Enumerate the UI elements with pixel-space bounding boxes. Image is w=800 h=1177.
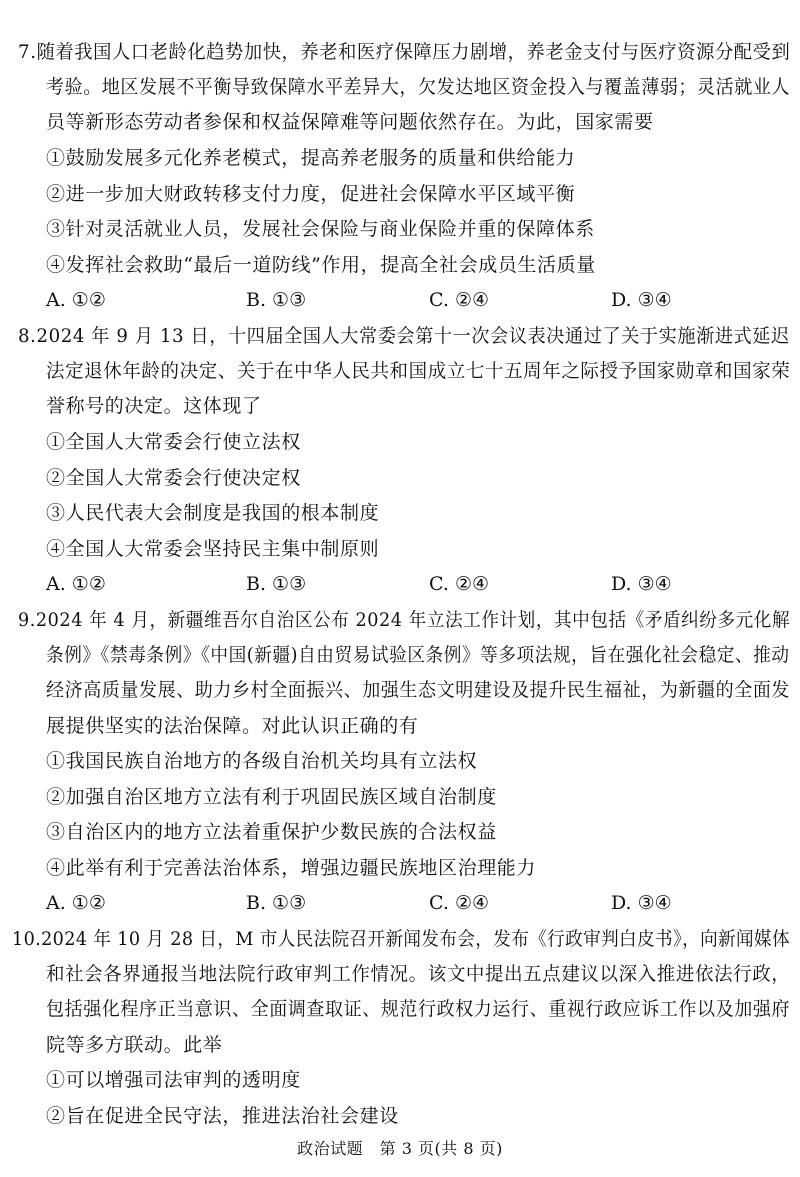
q8-stem-line-2: 法定退休年龄的决定、关于在中华人民共和国成立七十五周年之际授予国家勋章和国家荣 [46,360,791,382]
q9-item-2: ②加强自治区地方立法有利于巩固民族区域自治制度 [46,786,497,808]
q9-item-3: ③自治区内的地方立法着重保护少数民族的合法权益 [46,821,497,843]
q7-stem-line-3: 员等新形态劳动者参保和权益保障难等问题依然存在。为此，国家需要 [46,111,654,133]
q8-option-b: B. ①③ [246,573,307,595]
q7-item-1: ①鼓励发展多元化养老模式，提高养老服务的质量和供给能力 [46,147,576,169]
q9-stem-line-3: 经济高质量发展、助力乡村全面振兴、加强生态文明建设及提升民生福祉，为新疆的全面发 [46,679,791,701]
q10-item-1: ①可以增强司法审判的透明度 [46,1069,301,1091]
q8-option-a: A. ①② [46,573,106,595]
q7-stem-line-1: 7.随着我国人口老龄化趋势加快，养老和医疗保障压力剧增，养老金支付与医疗资源分配受到 [18,41,791,63]
q9-option-b: B. ①③ [246,892,307,914]
q7-item-2: ②进一步加大财政转移支付力度，促进社会保障水平区域平衡 [46,183,576,205]
q10-stem-line-3: 包括强化程序正当意识、全面调查取证、规范行政权力运行、重视行政应诉工作以及加强府 [46,998,791,1020]
q7-option-d: D. ③④ [611,289,672,311]
q10-item-2: ②旨在促进全民守法，推进法治社会建设 [46,1105,399,1127]
q9-option-a: A. ①② [46,892,106,914]
q8-stem-line-1: 8.2024 年 9 月 13 日，十四届全国人大常委会第十一次会议表决通过了关于实施渐进式延迟 [18,325,790,347]
q9-stem-line-1: 9.2024 年 4 月，新疆维吾尔自治区公布 2024 年立法工作计划，其中包括《矛盾纠纷多元化解 [18,609,791,631]
q8-options [46,571,746,597]
q7-option-a: A. ①② [46,289,106,311]
q7-item-3: ③针对灵活就业人员，发展社会保险与商业保险并重的保障体系 [46,218,595,240]
q7-item-4: ④发挥社会救助“最后一道防线”作用，提高全社会成员生活质量 [46,254,596,276]
q8-option-c: C. ②④ [429,573,490,595]
q8-item-3: ③人民代表大会制度是我国的根本制度 [46,502,380,524]
q9-option-d: D. ③④ [611,892,672,914]
q9-stem-line-4: 展提供坚实的法治保障。对此认识正确的有 [46,715,419,737]
q9-stem-line-2: 条例》《禁毒条例》《中国(新疆)自由贸易试验区条例》等多项法规，旨在强化社会稳定、推动 [46,644,790,666]
q9-item-4: ④此举有利于完善法治体系，增强边疆民族地区治理能力 [46,857,537,879]
q9-option-c: C. ②④ [429,892,490,914]
q10-stem-line-4: 院等多方联动。此举 [46,1034,223,1056]
q10-stem-line-1: 10.2024 年 10 月 28 日，M 市人民法院召开新闻发布会，发布《行政审判白皮书》，向新闻媒体 [12,928,790,950]
q7-stem-line-2: 考验。地区发展不平衡导致保障水平差异大，欠发达地区资金投入与覆盖薄弱；灵活就业人 [46,76,791,98]
q7-options [46,287,746,313]
q7-option-c: C. ②④ [429,289,490,311]
q8-item-1: ①全国人大常委会行使立法权 [46,431,301,453]
q7-option-b: B. ①③ [246,289,307,311]
q9-item-1: ①我国民族自治地方的各级自治机关均具有立法权 [46,750,478,772]
q8-option-d: D. ③④ [611,573,672,595]
q8-item-4: ④全国人大常委会坚持民主集中制原则 [46,538,380,560]
page-footer: 政治试题 第 3 页(共 8 页) [297,1139,503,1158]
q9-options [46,890,746,916]
q10-stem-line-2: 和社会各界通报当地法院行政审判工作情况。该文中提出五点建议以深入推进依法行政， [46,963,791,985]
q8-item-2: ②全国人大常委会行使决定权 [46,467,301,489]
q8-stem-line-3: 誉称号的决定。这体现了 [46,395,262,417]
